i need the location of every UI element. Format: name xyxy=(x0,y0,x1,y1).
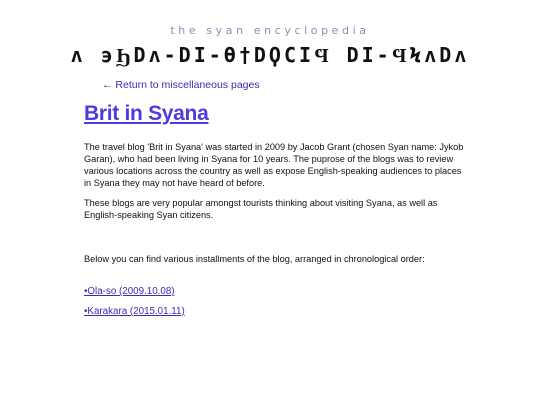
blog-entry-link-ola-so[interactable]: •Ola-so (2009.10.08) xyxy=(84,286,175,297)
intro-paragraph: The travel blog 'Brit in Syana' was started in 2009 by Jacob Grant (chosen Syan name: Jykob Garan), who had been living in Syana for 10 years. The puprose of the blogs was to review various locations across the country as well as expose English-speaking audiences to places in Syana they may not have heard of before. xyxy=(84,142,464,188)
blog-entries-list xyxy=(84,286,185,326)
page-title[interactable]: Brit in Syana xyxy=(84,102,209,125)
list-item xyxy=(84,306,185,317)
intro-text xyxy=(84,141,464,221)
blog-entry-link-karakara[interactable]: •Karakara (2015.01.11) xyxy=(84,306,185,317)
site-title: the syan encyclopedia xyxy=(170,24,370,37)
list-item xyxy=(84,286,185,297)
script-title: ʌ ϶ϦDʌ-DI-Ɵ†DϘϹIϤ DI-ϤϞʌDʌ xyxy=(70,43,470,67)
back-to-misc-link[interactable]: ← Return to miscellaneous pages xyxy=(102,79,260,91)
intro-paragraph: These blogs are very popular amongst tourists thinking about visiting Syana, as well as English-speaking Syan citizens. xyxy=(84,198,438,220)
list-intro: Below you can find various installments of the blog, arranged in chronological order: xyxy=(84,254,425,264)
site-header xyxy=(0,0,540,68)
